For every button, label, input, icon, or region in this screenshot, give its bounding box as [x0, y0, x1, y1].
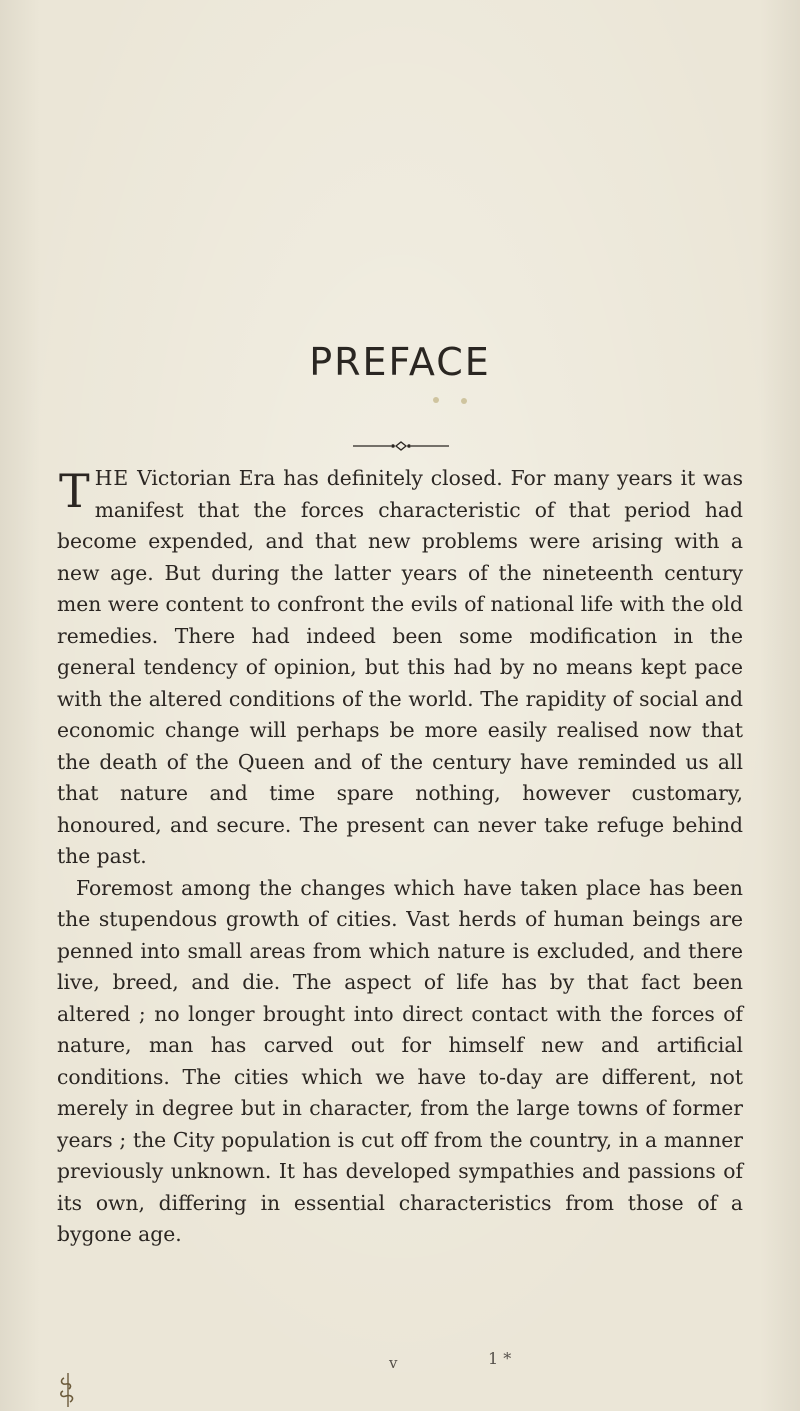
paragraph-1	[57, 463, 743, 873]
drop-cap: T	[59, 464, 90, 518]
paragraph-2: Foremost among the changes which have taken place has been the stupendous growth of cities. Vast herds of human beings are penned into small areas from which nature is excluded, and there live, breed, and die. The aspect of life has by that fact been altered ; no longer brought into direct contact with the forces of nature, man has carved out for himself new and artificial conditions. The cities which we have to-day are different, not merely in degree but in character, from the large towns of former years ; the City population is cut off from the country, in a manner previously unknown. It has developed sympathies and passions of its own, differing in essential characteristics from those of a bygone age.	[57, 875, 743, 1246]
paper-speck	[461, 398, 467, 404]
paragraph-1-text: Victorian Era has definitely closed. For many years it was manifest that the forces characteristic of that period had become expended, and that new problems were arising with a new age. But during the latter years of the nineteenth century men were content to confront the evils of national life with the old remedies. There had indeed been some modification in the general tendency of opinion, but this had by no means kept pace with the altered conditions of the world. The rapidity of social and economic change will perhaps be more easily realised now that the death of the Queen and of the century have reminded us all that nature and time spare nothing, however customary, honoured, and secure. The present can never take refuge behind the past.	[57, 466, 743, 868]
first-word-rest: HE	[94, 466, 130, 490]
library-mark-icon	[56, 1372, 80, 1408]
page-title: PREFACE	[309, 340, 491, 384]
preface-body	[57, 463, 743, 1251]
signature-mark: 1 *	[488, 1349, 512, 1368]
page-number: v	[389, 1354, 398, 1372]
paper-speck	[433, 397, 439, 403]
ornamental-rule	[353, 440, 449, 452]
